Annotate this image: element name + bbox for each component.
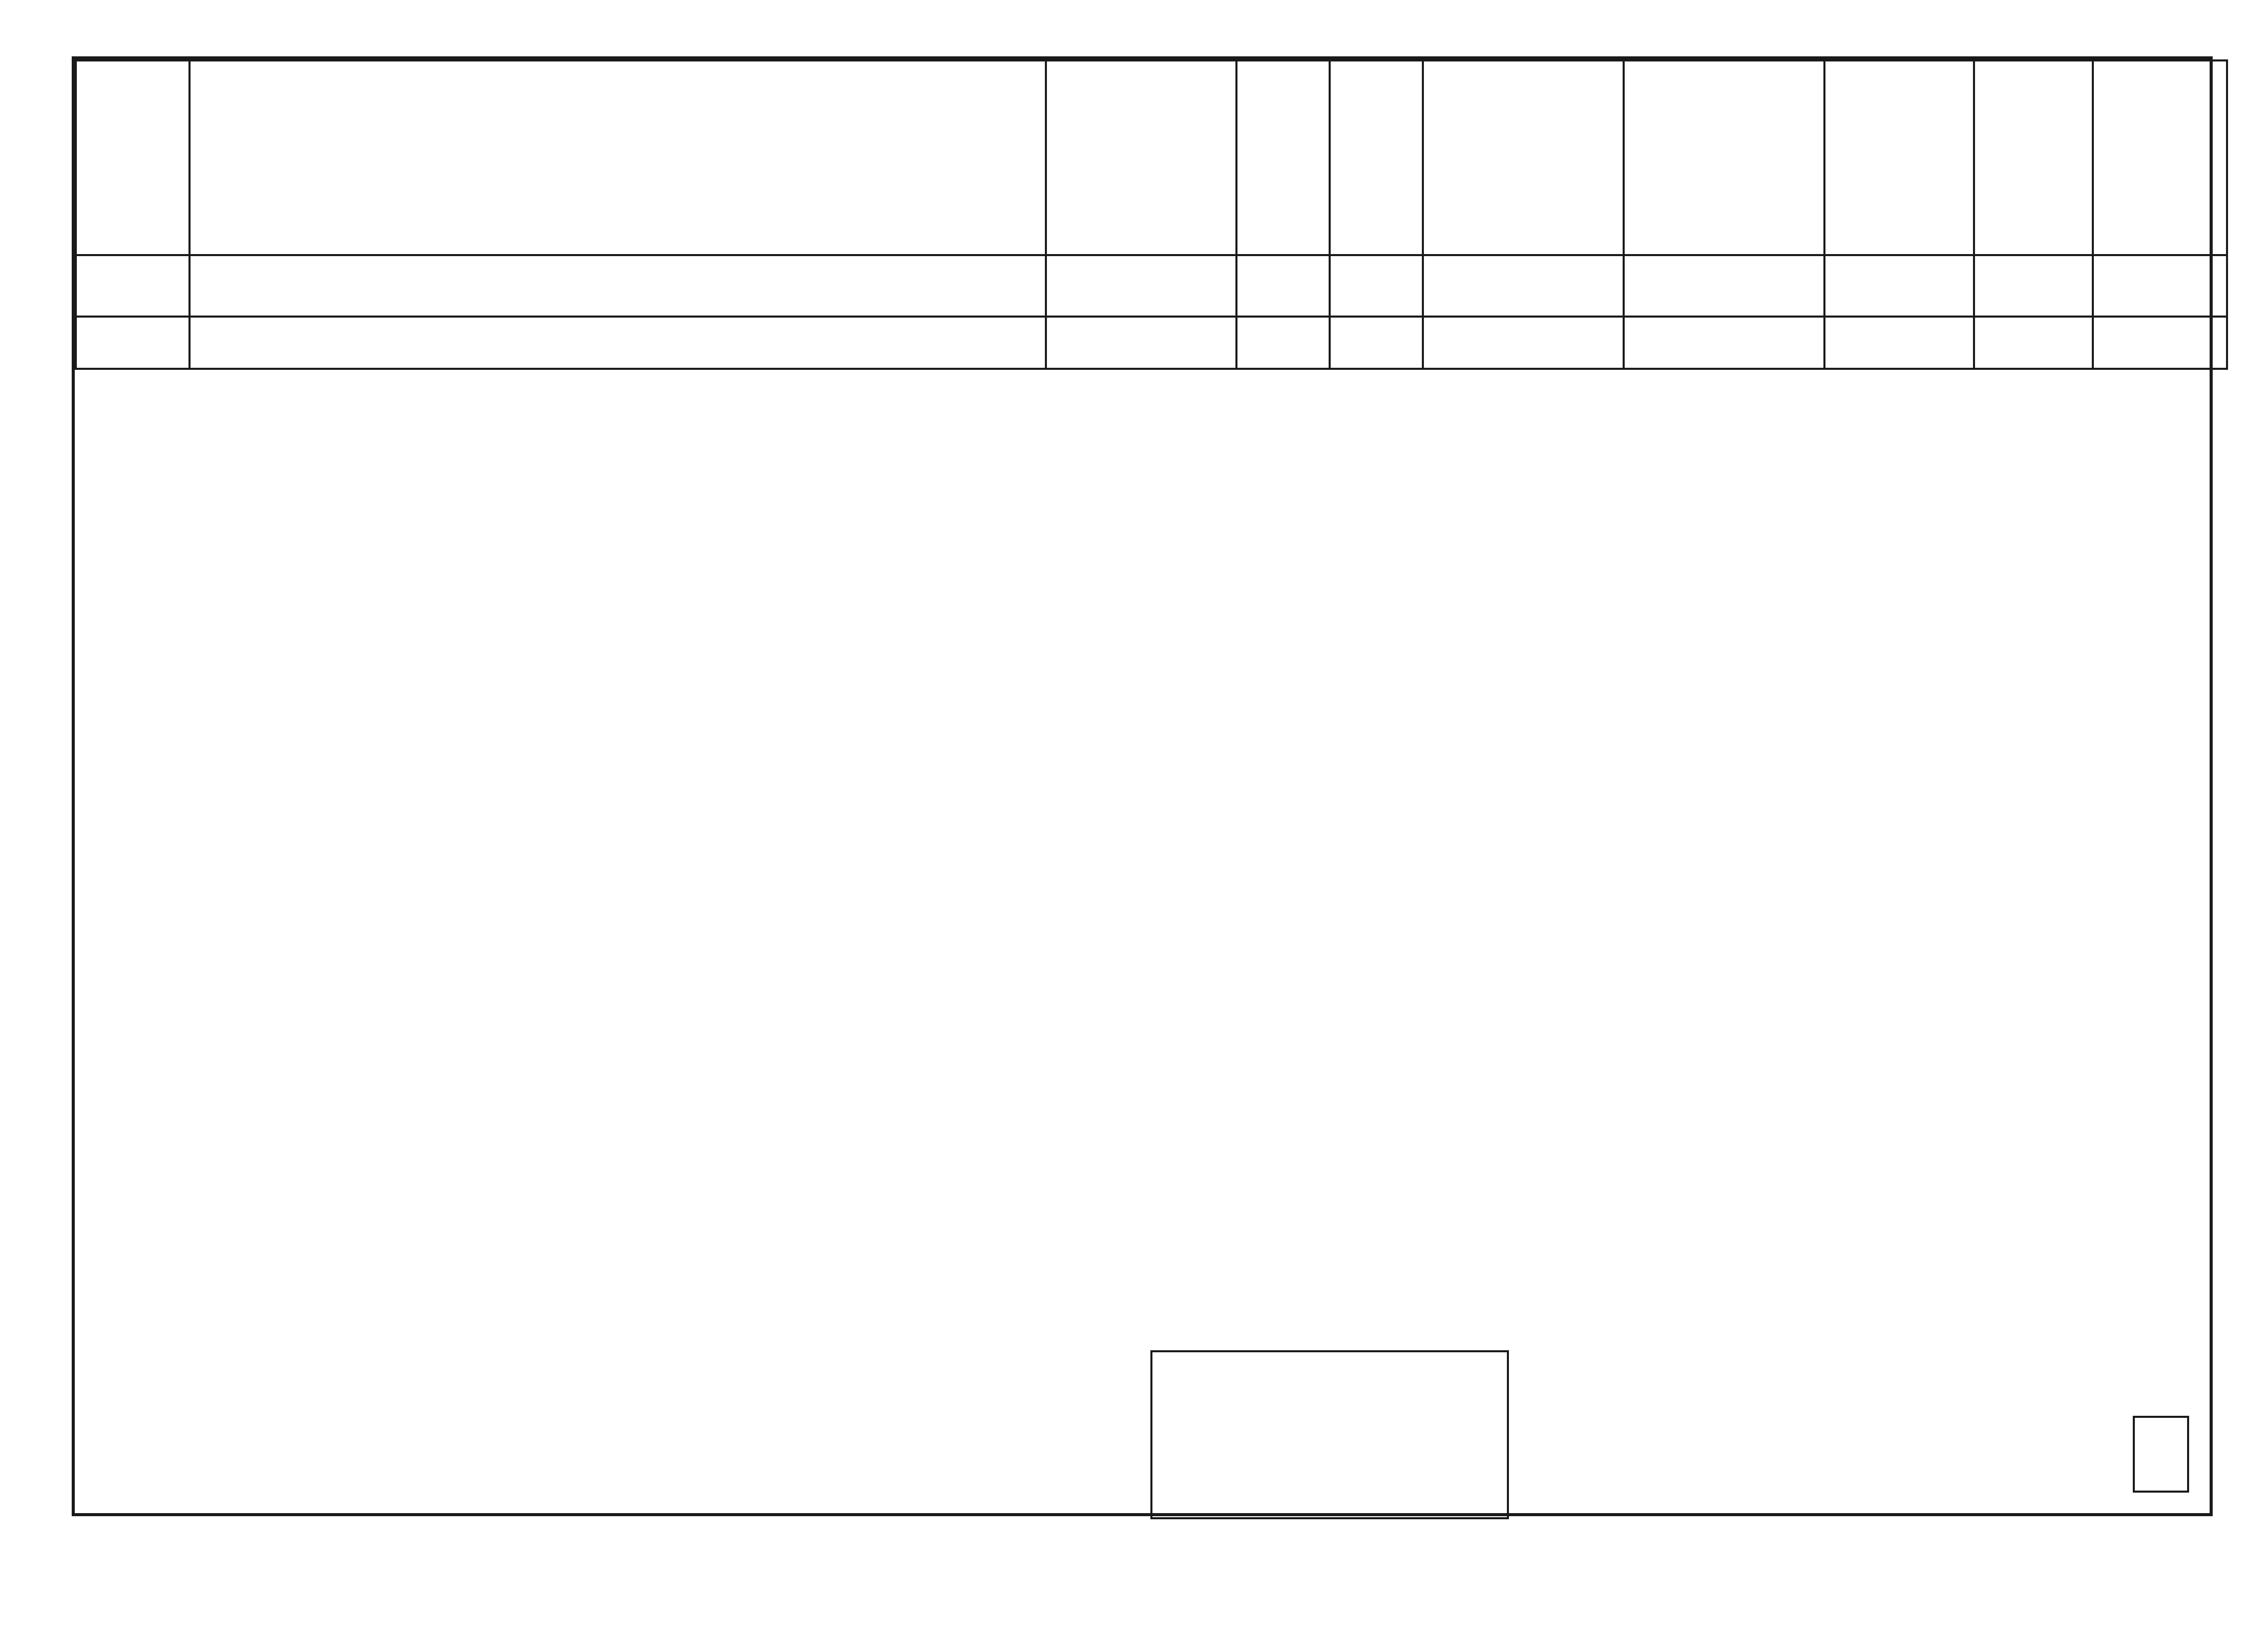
table-cell <box>1236 317 1330 369</box>
column-number <box>76 255 190 317</box>
column-header <box>1236 60 1330 255</box>
table-cell <box>190 317 1046 369</box>
table-cell <box>1824 317 1974 369</box>
column-header <box>1974 60 2093 255</box>
column-number <box>1423 255 1624 317</box>
spec-sheet <box>72 56 2213 1516</box>
table-cell <box>2093 317 2227 369</box>
table-cell <box>1330 317 1423 369</box>
column-header <box>1824 60 1974 255</box>
column-header <box>2093 60 2227 255</box>
column-number <box>1974 255 2093 317</box>
header-row <box>76 60 2227 255</box>
table-cell <box>1974 317 2093 369</box>
column-number <box>1824 255 1974 317</box>
column-header <box>1423 60 1624 255</box>
column-number <box>1046 255 1236 317</box>
column-number-row <box>76 255 2227 317</box>
column-header <box>190 60 1046 255</box>
table-cell <box>1624 317 1824 369</box>
table-row <box>76 317 2227 369</box>
column-number <box>1236 255 1330 317</box>
column-number <box>2093 255 2227 317</box>
column-number <box>190 255 1046 317</box>
column-header <box>76 60 190 255</box>
sheet-number-box <box>2133 1416 2189 1493</box>
table-cell <box>1046 317 1236 369</box>
column-header <box>1046 60 1236 255</box>
column-number <box>1330 255 1423 317</box>
spec-table-body <box>76 317 2227 369</box>
spec-table <box>75 59 2228 370</box>
table-cell <box>1423 317 1624 369</box>
column-header <box>1330 60 1423 255</box>
table-cell <box>76 317 190 369</box>
binding-stamp <box>1150 1350 1509 1519</box>
column-header <box>1624 60 1824 255</box>
column-number <box>1624 255 1824 317</box>
